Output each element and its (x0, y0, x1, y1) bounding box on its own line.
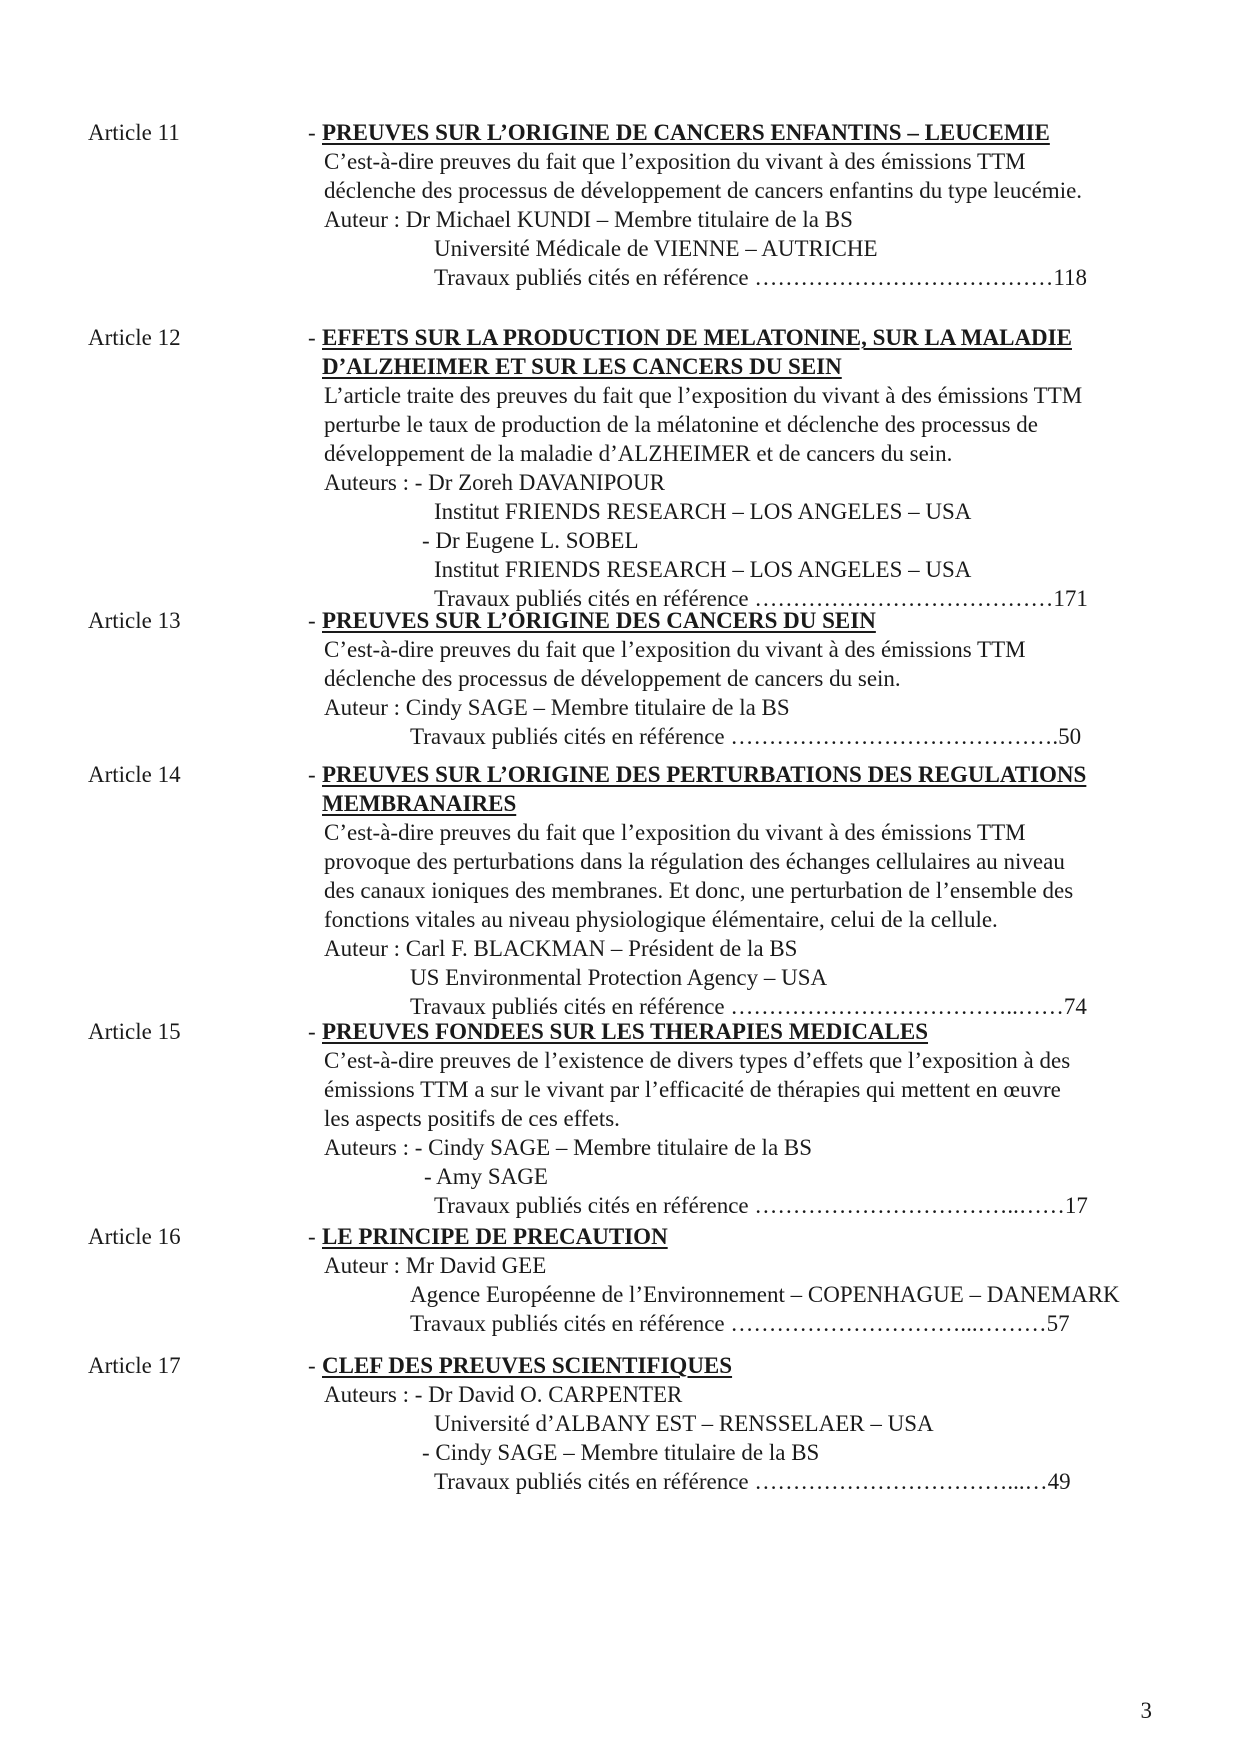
article-affiliation: Institut FRIENDS RESEARCH – LOS ANGELES – USA (434, 557, 972, 582)
article-author: - Cindy SAGE – Membre titulaire de la BS (422, 1440, 820, 1465)
article-label: Article 17 (88, 1353, 181, 1378)
article-description: déclenche des processus de développement de cancers du sein. (324, 666, 901, 691)
article-references: Travaux publiés cités en référence …………………………………171 (434, 586, 1088, 611)
article-references: Travaux publiés cités en référence …………………………………….50 (410, 724, 1082, 749)
article-label: Article 14 (88, 762, 181, 787)
article-authors: Auteur : Mr David GEE (324, 1253, 547, 1278)
article-title: PREUVES FONDEES SUR LES THERAPIES MEDICALES (322, 1019, 929, 1044)
article-description: les aspects positifs de ces effets. (324, 1106, 620, 1131)
article-label: Article 11 (88, 120, 180, 145)
article-authors: Auteurs : - Cindy SAGE – Membre titulaire de la BS (324, 1135, 813, 1160)
article-authors: Auteur : Cindy SAGE – Membre titulaire de la BS (324, 695, 790, 720)
article-description: L’article traite des preuves du fait que l’exposition du vivant à des émissions TTM (324, 383, 1083, 408)
article-content: - CLEF DES PREUVES SCIENTIFIQUES Auteurs : - Dr David O. CARPENTER Université d’ALBANY EST – RENSSELAER – USA - Cindy SAGE – Membre titulaire de la BS Travaux publiés cités en référence ……………………………...…49 (308, 1351, 1188, 1496)
article-title: CLEF DES PREUVES SCIENTIFIQUES (322, 1353, 733, 1378)
article-content: - PREUVES FONDEES SUR LES THERAPIES MEDICALES C’est-à-dire preuves de l’existence de divers types d’effets que l’exposition à des émissions TTM a sur le vivant par l’efficacité de thérapies qui mettent en œuvre les aspects positifs de ces effets. Auteurs : - Cindy SAGE – Membre titulaire de la BS - Amy SAGE Travaux publiés cités en référence ……………………………..……17 (308, 1017, 1188, 1220)
article-content: - EFFETS SUR LA PRODUCTION DE MELATONINE, SUR LA MALADIE D’ALZHEIMER ET SUR LES CANCERS DU SEIN L’article traite des preuves du fait que l’exposition du vivant à des émissions TTM perturbe le taux de production de la mélatonine et déclenche des processus de développement de la maladie d’ALZHEIMER et de cancers du sein. Auteurs : - Dr Zoreh DAVANIPOUR Institut FRIENDS RESEARCH – LOS ANGELES – USA - Dr Eugene L. SOBEL Institut FRIENDS RESEARCH – LOS ANGELES – USA Travaux publiés cités en référence …………………………………171 (308, 323, 1188, 613)
article-title: PREUVES SUR L’ORIGINE DES PERTURBATIONS DES REGULATIONS (322, 762, 1087, 787)
article-title: EFFETS SUR LA PRODUCTION DE MELATONINE, SUR LA MALADIE (322, 325, 1072, 350)
article-title: D’ALZHEIMER ET SUR LES CANCERS DU SEIN (322, 354, 842, 379)
article-affiliation: Université Médicale de VIENNE – AUTRICHE (434, 236, 878, 261)
article-label: Article 15 (88, 1019, 181, 1044)
article-description: des canaux ioniques des membranes. Et donc, une perturbation de l’ensemble des (324, 878, 1074, 903)
article-references: Travaux publiés cités en référence …………………………………118 (434, 265, 1088, 290)
article-affiliation: Agence Européenne de l’Environnement – COPENHAGUE – DANEMARK (410, 1282, 1120, 1307)
article-description: provoque des perturbations dans la régulation des échanges cellulaires au niveau (324, 849, 1065, 874)
article-title: MEMBRANAIRES (322, 791, 517, 816)
article-affiliation: US Environmental Protection Agency – USA (410, 965, 828, 990)
article-content: - PREUVES SUR L’ORIGINE DES CANCERS DU SEIN C’est-à-dire preuves du fait que l’exposition du vivant à des émissions TTM déclenche des processus de développement de cancers du sein. Auteur : Cindy SAGE – Membre titulaire de la BS Travaux publiés cités en référence …………………………………….50 (308, 606, 1188, 751)
article-authors: Auteur : Dr Michael KUNDI – Membre titulaire de la BS (324, 207, 853, 232)
article-references: Travaux publiés cités en référence ……………………………...…49 (434, 1469, 1071, 1494)
article-authors: Auteur : Carl F. BLACKMAN – Président de la BS (324, 936, 798, 961)
article-label: Article 16 (88, 1224, 181, 1249)
article-description: développement de la maladie d’ALZHEIMER et de cancers du sein. (324, 441, 953, 466)
article-references: Travaux publiés cités en référence ……………………………..……17 (434, 1193, 1088, 1218)
article-content: - LE PRINCIPE DE PRECAUTION Auteur : Mr David GEE Agence Européenne de l’Environnement – COPENHAGUE – DANEMARK Travaux publiés cités en référence …………………………...………57 (308, 1222, 1188, 1338)
article-references: Travaux publiés cités en référence …………………………...………57 (410, 1311, 1070, 1336)
article-label: Article 13 (88, 608, 181, 633)
article-description: fonctions vitales au niveau physiologique élémentaire, celui de la cellule. (324, 907, 998, 932)
article-description: C’est-à-dire preuves du fait que l’exposition du vivant à des émissions TTM (324, 637, 1026, 662)
article-title: PREUVES SUR L’ORIGINE DES CANCERS DU SEIN (322, 608, 876, 633)
article-affiliation: Institut FRIENDS RESEARCH – LOS ANGELES – USA (434, 499, 972, 524)
article-title: LE PRINCIPE DE PRECAUTION (322, 1224, 668, 1249)
article-description: perturbe le taux de production de la mélatonine et déclenche des processus de (324, 412, 1038, 437)
article-description: C’est-à-dire preuves de l’existence de divers types d’effets que l’exposition à des (324, 1048, 1071, 1073)
article-references: Travaux publiés cités en référence ………………………………..……74 (410, 994, 1087, 1019)
article-author: - Dr Eugene L. SOBEL (422, 528, 639, 553)
article-authors: Auteurs : - Dr Zoreh DAVANIPOUR (324, 470, 665, 495)
article-content: - PREUVES SUR L’ORIGINE DE CANCERS ENFANTINS – LEUCEMIE C’est-à-dire preuves du fait que l’exposition du vivant à des émissions TTM déclenche des processus de développement de cancers enfantins du type leucémie. Auteur : Dr Michael KUNDI – Membre titulaire de la BS Université Médicale de VIENNE – AUTRICHE Travaux publiés cités en référence …………………………………118 (308, 118, 1188, 292)
article-affiliation: Université d’ALBANY EST – RENSSELAER – USA (434, 1411, 934, 1436)
article-description: émissions TTM a sur le vivant par l’efficacité de thérapies qui mettent en œuvre (324, 1077, 1061, 1102)
article-author: - Amy SAGE (424, 1164, 548, 1189)
article-authors: Auteurs : - Dr David O. CARPENTER (324, 1382, 683, 1407)
article-description: déclenche des processus de développement de cancers enfantins du type leucémie. (324, 178, 1083, 203)
article-content: - PREUVES SUR L’ORIGINE DES PERTURBATIONS DES REGULATIONS MEMBRANAIRES C’est-à-dire preuves du fait que l’exposition du vivant à des émissions TTM provoque des perturbations dans la régulation des échanges cellulaires au niveau des canaux ioniques des membranes. Et donc, une perturbation de l’ensemble des fonctions vitales au niveau physiologique élémentaire, celui de la cellule. Auteur : Carl F. BLACKMAN – Président de la BS US Environmental Protection Agency – USA Travaux publiés cités en référence ………………………………..……74 (308, 760, 1188, 1021)
article-title: PREUVES SUR L’ORIGINE DE CANCERS ENFANTINS – LEUCEMIE (322, 120, 1050, 145)
page-number: 3 (1140, 1698, 1152, 1723)
article-description: C’est-à-dire preuves du fait que l’exposition du vivant à des émissions TTM (324, 149, 1026, 174)
article-label: Article 12 (88, 325, 181, 350)
article-description: C’est-à-dire preuves du fait que l’exposition du vivant à des émissions TTM (324, 820, 1026, 845)
